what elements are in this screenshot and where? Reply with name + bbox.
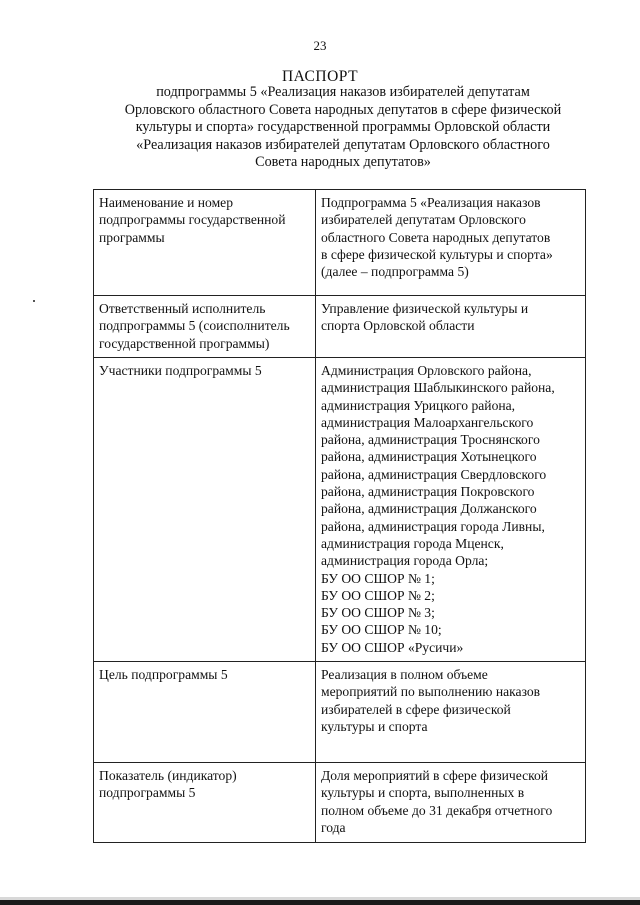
table-row: [94, 296, 586, 358]
row-value-cell: [316, 190, 586, 296]
row-label-cell: [94, 662, 316, 763]
row-label-cell: [94, 190, 316, 296]
cell-line: культуры и спорта: [321, 718, 428, 734]
cell-line: спорта Орловской области: [321, 318, 475, 334]
cell-line: избирателей в сфере физической: [321, 701, 511, 717]
cell-line: года: [321, 819, 346, 835]
scan-bottom-edge: [0, 900, 640, 905]
cell-line: района, администрация Свердловского: [321, 466, 547, 482]
cell-line: района, администрация Троснянского: [321, 432, 540, 448]
cell-line: областного Совета народных депутатов: [321, 229, 551, 245]
cell-line: подпрограммы 5: [99, 785, 196, 801]
cell-line: государственной программы): [99, 335, 270, 351]
cell-line: Подпрограмма 5 «Реализация наказов: [321, 195, 541, 210]
table-row: [94, 662, 586, 763]
cell-line: избирателей депутатам Орловского: [321, 212, 526, 228]
cell-line: района, администрация Покровского: [321, 484, 535, 500]
subtitle-line: Совета народных депутатов»: [255, 154, 431, 170]
cell-line: администрация Урицкого района,: [321, 397, 516, 413]
page-number: 23: [313, 38, 327, 53]
table-row: [94, 358, 586, 662]
cell-line: подпрограммы 5 (соисполнитель: [99, 318, 290, 334]
row-label-cell: [94, 763, 316, 843]
cell-line: района, администрация города Ливны,: [321, 518, 545, 534]
cell-line: администрация Шаблыкинского района,: [321, 380, 555, 396]
cell-line: Администрация Орловского района,: [321, 363, 532, 378]
cell-line: полном объеме до 31 декабря отчетного: [321, 802, 553, 818]
cell-line: БУ ОО СШОР № 3;: [321, 605, 435, 621]
row-value-cell: [316, 358, 586, 662]
cell-line: (далее – подпрограмма 5): [321, 264, 469, 280]
cell-line: БУ ОО СШОР № 2;: [321, 587, 435, 603]
cell-line: БУ ОО СШОР № 10;: [321, 622, 442, 638]
row-label-cell: [94, 296, 316, 358]
cell-line: района, администрация Хотынецкого: [321, 449, 537, 465]
row-value-cell: [316, 763, 586, 843]
document-subtitle: [100, 84, 586, 172]
row-label-cell: [94, 358, 316, 662]
subtitle-line: подпрограммы 5 «Реализация наказов избирателей депутатам: [156, 84, 530, 100]
subtitle-line: «Реализация наказов избирателей депутатам Орловского областного: [136, 136, 550, 153]
cell-line: в сфере физической культуры и спорта»: [321, 246, 553, 262]
cell-line: Доля мероприятий в сфере физической: [321, 768, 549, 783]
cell-line: культуры и спорта, выполненных в: [321, 785, 525, 801]
cell-line: администрация города Орла;: [321, 553, 489, 569]
table-row: [94, 763, 586, 843]
cell-line: администрация Малоархангельского: [321, 414, 534, 430]
subtitle-line: Орловского областного Совета народных депутатов в сфере физической: [124, 101, 562, 118]
cell-line: Ответственный исполнитель: [99, 301, 266, 316]
cell-line: администрация города Мценск,: [321, 535, 504, 551]
document-title: ПАСПОРТ: [281, 68, 359, 85]
row-value-cell: [316, 662, 586, 763]
cell-line: Показатель (индикатор): [99, 768, 237, 783]
cell-line: Наименование и номер: [99, 195, 234, 210]
row-value-cell: [316, 296, 586, 358]
cell-line: Цель подпрограммы 5: [99, 667, 228, 682]
cell-line: программы: [99, 229, 165, 245]
table-row: [94, 190, 586, 296]
cell-line: подпрограммы государственной: [99, 212, 286, 228]
cell-line: района, администрация Должанского: [321, 501, 537, 517]
scan-speck: [33, 300, 35, 302]
passport-table: [93, 189, 586, 843]
subtitle-line: культуры и спорта» государственной программы Орловской области: [135, 119, 551, 135]
cell-line: Реализация в полном объеме: [321, 667, 488, 682]
cell-line: БУ ОО СШОР «Русичи»: [321, 639, 464, 655]
cell-line: Участники подпрограммы 5: [99, 363, 262, 378]
cell-line: БУ ОО СШОР № 1;: [321, 570, 435, 586]
cell-line: мероприятий по выполнению наказов: [321, 684, 541, 700]
cell-line: Управление физической культуры и: [321, 301, 529, 316]
